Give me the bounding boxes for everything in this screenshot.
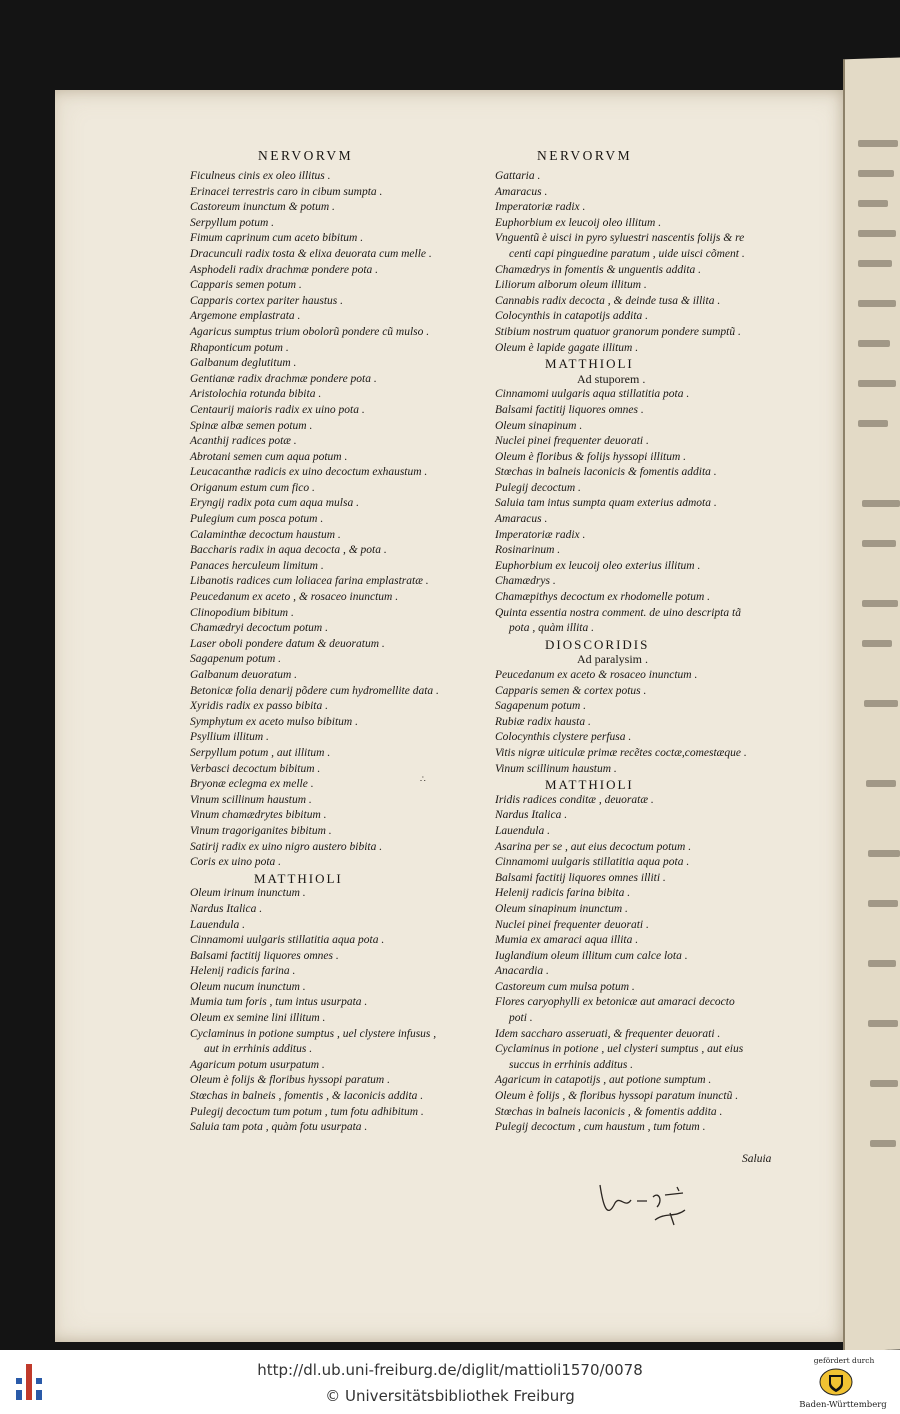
text-line: Oleum sinapinum inunctum .	[495, 902, 628, 915]
text-line: Abrotani semen cum aqua potum .	[190, 450, 348, 463]
text-line: Idem saccharo asseruati, & frequenter deuorati .	[495, 1027, 721, 1040]
text-line: Balsami factitij liquores omnes .	[190, 949, 339, 962]
text-line: Balsami factitij liquores omnes illiti .	[495, 871, 666, 884]
text-line: Amaracus .	[495, 185, 548, 198]
right-subheading-paralysim: Ad paralysim .	[577, 652, 648, 667]
text-line: succus in errhinis additus .	[509, 1058, 634, 1071]
text-line: Psyllium illitum .	[190, 731, 269, 744]
text-line: Helenij radicis farina .	[190, 965, 296, 978]
text-line: Galbanum deglutitum .	[190, 357, 297, 370]
text-line: Libanotis radices cum loliacea farina emplastratæ .	[190, 575, 429, 588]
text-line: Rhaponticum potum .	[190, 341, 289, 354]
viewer-footer	[0, 1350, 900, 1414]
text-line: Mumia ex amaraci aqua illita .	[495, 934, 639, 947]
text-line: Euphorbium ex leucoij oleo exterius illitum .	[495, 559, 701, 572]
text-line: Coris ex uino pota .	[190, 856, 282, 869]
text-line: Satirij radix ex uino nigro austero bibita .	[190, 840, 383, 853]
text-line: Oleum ex semine lini illitum .	[190, 1012, 326, 1025]
text-line: Vnguentũ è uisci in pyro syluestri nascentis folijs & re	[495, 232, 745, 245]
right-subheading-stuporem: Ad stuporem .	[577, 371, 646, 386]
text-line: Agaricus sumptus trium obolorũ pondere cũ mulso .	[190, 325, 430, 338]
text-line: Cyclaminus in potione sumptus , uel clystere infusus ,	[190, 1027, 437, 1040]
text-line: Oleum sinapinum .	[495, 419, 583, 432]
text-line: Asphodeli radix drachmæ pondere pota .	[190, 263, 379, 276]
text-line: Pulegij decoctum , cum haustum , tum fotum .	[495, 1121, 706, 1134]
text-line: Cinnamomi uulgaris stillatitia aqua pota .	[190, 934, 385, 947]
text-line: Capparis cortex pariter haustus .	[190, 294, 344, 307]
text-line: Nuclei pinei frequenter deuorati .	[495, 435, 649, 448]
text-line: Nardus Italica .	[495, 809, 568, 822]
text-line: Asarina per se , aut eius decoctum potum .	[495, 840, 692, 853]
text-line: Pulegij decoctum .	[495, 481, 581, 494]
text-line: Helenij radicis farina bibita .	[495, 887, 631, 900]
text-line: Pulegium cum posca potum .	[190, 513, 324, 526]
text-line: Lauendula .	[495, 824, 550, 837]
text-line: Vitis nigræ uiticulæ primæ recẽtes coctæ,comestæque .	[495, 746, 747, 759]
text-line: Symphytum ex aceto mulso bibitum .	[190, 715, 358, 728]
text-line: Eryngij radix pota cum aqua mulsa .	[190, 497, 359, 510]
text-line: Clinopodium bibitum .	[190, 606, 294, 619]
text-line: Aristolochia rotunda bibita .	[190, 388, 322, 401]
text-line: Sagapenum potum .	[190, 653, 282, 666]
text-line: Liliorum alborum oleum illitum .	[495, 279, 647, 292]
text-line: Oleum irinum inunctum .	[190, 887, 306, 900]
text-line: Colocynthis in catapotijs addita .	[495, 310, 649, 323]
text-line: Oleum è floribus & folijs hyssopi illitum .	[495, 450, 687, 463]
right-lines-d	[495, 793, 785, 1136]
text-line: Stœchas in balneis laconicis , & fomentis addita .	[495, 1105, 723, 1118]
text-line: Oleum è folijs , & floribus hyssopi paratum inunctũ .	[495, 1090, 739, 1103]
text-line: Centaurij maioris radix ex uino pota .	[190, 403, 365, 416]
text-line: centi capi pinguedine paratum , uide uisci cõment .	[509, 247, 745, 260]
text-line: Vinum scillinum haustum .	[495, 762, 617, 775]
left-lines-a	[190, 169, 490, 871]
text-line: Cinnamomi uulgaris aqua stillatitia pota .	[495, 388, 690, 401]
text-line: Gentianæ radix drachmæ pondere pota .	[190, 372, 377, 385]
text-line: Panaces herculeum limitum .	[190, 559, 324, 572]
text-line: Saluia tam pota , quàm fotu usurpata .	[190, 1121, 368, 1134]
printer-ornament-icon: ∴	[420, 775, 426, 785]
left-column-header: NERVORVM	[258, 148, 354, 163]
text-line: Origanum estum cum fico .	[190, 481, 315, 494]
text-line: Vinum tragoriganites bibitum .	[190, 824, 332, 837]
text-line: Galbanum deuoratum .	[190, 669, 298, 681]
text-line: Anacardia .	[495, 965, 549, 978]
text-line: Imperatoriæ radix .	[495, 201, 586, 214]
text-line: Serpyllum potum , aut illitum .	[190, 746, 331, 759]
text-line: Mumia tum foris , tum intus usurpata .	[190, 996, 368, 1009]
text-line: Chamædryi decoctum potum .	[190, 622, 328, 635]
right-lines-c	[495, 668, 785, 777]
text-line: Laser oboli pondere datum & deuoratum .	[190, 637, 385, 650]
text-line: Oleum è lapide gagate illitum .	[495, 341, 639, 354]
sponsor-label: gefördert durch	[813, 1356, 875, 1365]
text-line: Capparis semen & cortex potus .	[495, 684, 647, 697]
text-line: Rubiæ radix hausta .	[495, 715, 591, 728]
text-line: Agaricum potum usurpatum .	[190, 1058, 325, 1071]
text-line: Fimum caprinum cum aceto bibitum .	[190, 232, 364, 245]
text-line: Peucedanum ex aceto & rosaceo inunctum .	[495, 669, 698, 681]
text-line: Calaminthæ decoctum haustum .	[190, 528, 341, 541]
text-line: Cyclaminus in potione , uel clysteri sumptus , aut eius	[495, 1043, 744, 1056]
sponsor-name: Baden-Württemberg	[799, 1400, 887, 1410]
text-line: Rosinarinum .	[495, 544, 561, 557]
text-line: Acanthij radices potæ .	[190, 435, 297, 448]
text-line: Bryonæ eclegma ex melle .	[190, 778, 314, 791]
text-line: Lauendula .	[190, 918, 245, 931]
right-column-header: NERVORVM	[537, 148, 633, 163]
text-line: Stœchas in balneis , fomentis , & laconicis addita .	[190, 1090, 424, 1103]
text-line: Peucedanum ex aceto , & rosaceo inunctum .	[190, 591, 399, 604]
text-line: Leucacanthæ radicis ex uino decoctum exhaustum .	[190, 466, 428, 479]
text-line: Gattaria .	[495, 170, 541, 182]
right-section-matthioli-1: MATTHIOLI	[545, 356, 634, 372]
text-line: Vinum scillinum haustum .	[190, 793, 312, 806]
text-line: Amaracus .	[495, 513, 548, 526]
catchword: Saluia	[742, 1153, 772, 1165]
text-line: Oleum nucum inunctum .	[190, 980, 306, 993]
text-line: Nardus Italica .	[190, 902, 263, 915]
text-line: Capparis semen potum .	[190, 279, 302, 292]
text-line: Euphorbium ex leucoij oleo illitum .	[495, 216, 662, 229]
text-line: Argemone emplastrata .	[190, 310, 301, 323]
text-line: Erinacei terrestris caro in cibum sumpta .	[190, 185, 383, 198]
text-line: Baccharis radix in aqua decocta , & pota .	[190, 544, 387, 557]
text-line: poti .	[509, 1012, 533, 1025]
text-line: pota , quàm illita .	[509, 622, 594, 635]
text-line: Cannabis radix decocta , & deinde tusa & illita .	[495, 294, 721, 307]
text-line: Iuglandium oleum illitum cum calce lota .	[495, 949, 688, 962]
text-line: Betonicæ folia denarij põdere cum hydromellite data .	[190, 684, 439, 697]
left-lines-b	[190, 886, 490, 1136]
text-line: Iridis radices conditæ , deuoratæ .	[495, 793, 654, 806]
right-section-dioscoridis: DIOSCORIDIS	[545, 636, 650, 652]
right-column	[495, 148, 785, 1136]
text-line: Verbasci decoctum bibitum .	[190, 762, 321, 775]
text-line: Castoreum inunctum & potum .	[190, 201, 335, 214]
handwritten-annotation-icon	[595, 1175, 715, 1235]
text-line: Flores caryophylli ex betonicæ aut amaraci decocto	[495, 996, 735, 1009]
text-line: Nuclei pinei frequenter deuorati .	[495, 918, 649, 931]
text-line: Balsami factitij liquores omnes .	[495, 403, 644, 416]
text-line: Chamæpithys decoctum ex rhodomelle potum .	[495, 591, 711, 604]
left-column	[190, 148, 490, 1136]
text-line: Saluia tam intus sumpta quam exterius admota .	[495, 497, 717, 510]
text-line: Dracunculi radix tosta & elixa deuorata cum melle .	[190, 247, 432, 260]
text-line: aut in errhinis additus .	[204, 1043, 313, 1056]
text-line: Colocynthis clystere perfusa .	[495, 731, 632, 744]
left-section-matthioli: MATTHIOLI	[254, 870, 343, 886]
text-line: Stibium nostrum quatuor granorum pondere sumptũ .	[495, 325, 741, 338]
right-lines-b	[495, 387, 785, 637]
copyright-text: © Universitätsbibliothek Freiburg	[325, 1387, 575, 1405]
text-line: Cinnamomi uulgaris stillatitia aqua pota .	[495, 856, 690, 869]
page-url-link[interactable]: http://dl.ub.uni-freiburg.de/diglit/mattioli1570/0078	[257, 1361, 643, 1379]
right-section-matthioli-2: MATTHIOLI	[545, 777, 634, 793]
text-line: Pulegij decoctum tum potum , tum fotu adhibitum .	[190, 1105, 424, 1118]
text-line: Castoreum cum mulsa potum .	[495, 980, 635, 993]
state-crest-icon	[819, 1368, 853, 1396]
text-line: Vinum chamædrytes bibitum .	[190, 809, 327, 822]
text-line: Ficulneus cinis ex oleo illitus .	[190, 170, 331, 182]
text-line: Spinæ albæ semen potum .	[190, 419, 313, 432]
text-line: Stœchas in balneis laconicis & fomentis addita .	[495, 466, 717, 479]
text-line: Chamædrys .	[495, 575, 556, 588]
text-line: Sagapenum potum .	[495, 700, 587, 713]
text-line: Quinta essentia nostra comment. de uino descripta tã	[495, 606, 741, 619]
text-line: Serpyllum potum .	[190, 216, 275, 229]
text-line: Imperatoriæ radix .	[495, 528, 586, 541]
text-line: Oleum è folijs & floribus hyssopi paratum .	[190, 1074, 390, 1087]
text-line: Chamædrys in fomentis & unguentis addita .	[495, 263, 702, 276]
text-line: Agaricum in catapotijs , aut potione sumptum .	[495, 1074, 712, 1087]
right-lines-a	[495, 169, 785, 356]
text-line: Xyridis radix ex passo bibita .	[190, 700, 328, 713]
